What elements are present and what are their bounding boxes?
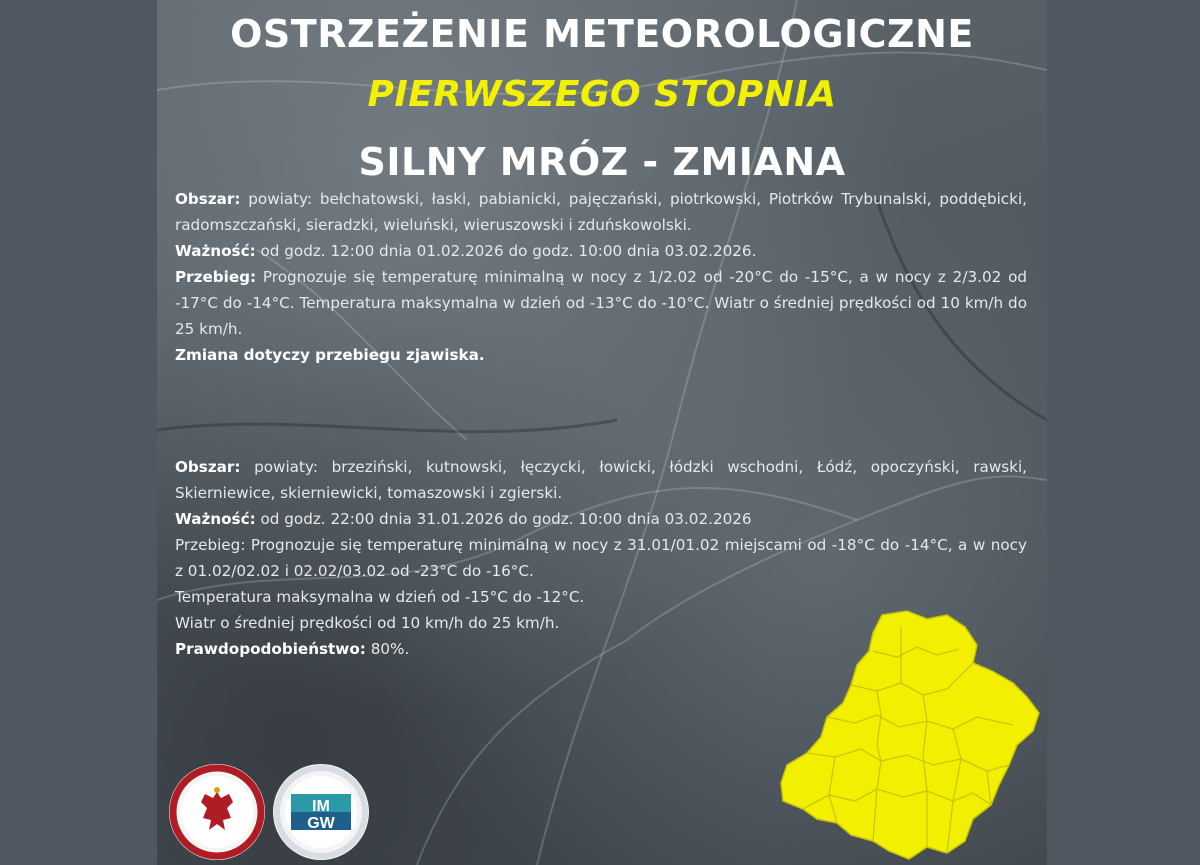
imgw-logo-text-top: IM [312, 798, 330, 815]
warning-card [157, 0, 1047, 865]
area-text: powiaty: bełchatowski, łaski, pabianicki, pajęczański, piotrkowski, Piotrków Trybunalski, poddębicki, radomszczański, sieradzki, wieluński, wieruszowski i zduńskowolski. [175, 190, 1027, 234]
max-temperature-paragraph: Temperatura maksymalna w dzień od -15°C do -12°C. [175, 588, 585, 606]
validity-text: od godz. 12:00 dnia 01.02.2026 do godz. 10:00 dnia 03.02.2026. [260, 242, 757, 260]
warning-block-1 [175, 186, 1027, 368]
map-region-outline [781, 611, 1039, 859]
warning-subtitle: SILNY MRÓZ - ZMIANA [358, 140, 846, 184]
area-text: powiaty: brzeziński, kutnowski, łęczycki, łowicki, łódzki wschodni, Łódź, opoczyński, rawski, Skierniewice, skierniewicki, tomaszowski i zgierski. [175, 458, 1027, 502]
area-label: Obszar: [175, 190, 241, 208]
change-note: Zmiana dotyczy przebiegu zjawiska. [175, 346, 485, 364]
warning-title: OSTRZEŻENIE METEOROLOGICZNE [230, 12, 974, 56]
probability-label: Prawdopodobieństwo: [175, 640, 366, 658]
probability-value: 80%. [370, 640, 410, 658]
validity-text: od godz. 22:00 dnia 31.01.2026 do godz. 10:00 dnia 03.02.2026 [260, 510, 752, 528]
course-text: Prognozuje się temperaturę minimalną w nocy z 1/2.02 od -20°C do -15°C, a w nocy z 2/3.02 od -17°C do -14°C. Temperatura maksymalna w dzień od -13°C do -10°C. Wiatr o średniej prędkości od 10 km/h do 25 km/h. [175, 268, 1027, 338]
imgw-logo-icon [271, 762, 371, 862]
change-note-paragraph [175, 342, 1027, 368]
area-paragraph [175, 186, 1027, 238]
polish-eagle-emblem-icon [167, 762, 267, 862]
course-paragraph [175, 264, 1027, 342]
validity-label: Ważność: [175, 510, 256, 528]
course-paragraph: Przebieg: Prognozuje się temperaturę minimalną w nocy z 31.01/01.02 miejscami od -18°C do -14°C, a w nocy z 01.02/02.02 i 02.02/03.02 od -23°C do -16°C. [175, 536, 1027, 580]
warning-level: PIERWSZEGO STOPNIA [367, 74, 837, 115]
validity-paragraph [175, 238, 1027, 264]
area-paragraph [175, 454, 1027, 506]
imgw-logo-text-bottom: GW [307, 815, 335, 832]
lodzkie-voivodeship-map [777, 605, 1047, 865]
validity-label: Ważność: [175, 242, 256, 260]
course-label: Przebieg: [175, 268, 257, 286]
area-label: Obszar: [175, 458, 241, 476]
validity-paragraph [175, 506, 1027, 532]
wind-paragraph: Wiatr o średniej prędkości od 10 km/h do 25 km/h. [175, 614, 560, 632]
